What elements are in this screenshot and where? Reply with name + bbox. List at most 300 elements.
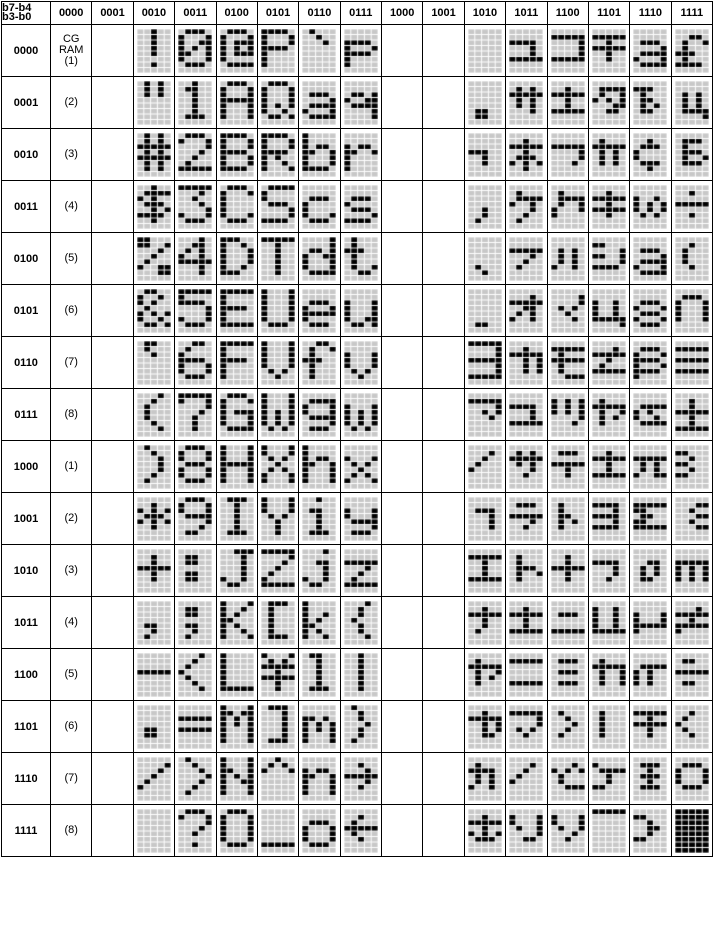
glyph-canvas bbox=[344, 601, 378, 645]
glyph-cell-0010-1011 bbox=[133, 597, 174, 649]
glyph-cell-0011-0111 bbox=[175, 389, 216, 441]
glyph-canvas bbox=[220, 81, 254, 125]
cgram-line-3: (1) bbox=[64, 55, 78, 67]
empty-cell-1001-1001 bbox=[423, 493, 464, 545]
table-row bbox=[2, 285, 713, 337]
glyph-bitmap bbox=[675, 237, 709, 281]
glyph-canvas bbox=[509, 81, 543, 125]
table-row bbox=[2, 753, 713, 805]
col-header-0111: 0111 bbox=[340, 2, 381, 25]
cgram-cell-1111 bbox=[51, 805, 92, 857]
glyph-bitmap bbox=[220, 81, 254, 125]
glyph-cell-1111-1000 bbox=[671, 441, 712, 493]
empty-cell-0001-0011 bbox=[92, 181, 133, 233]
glyph-bitmap bbox=[137, 549, 171, 593]
glyph-cell-0010-0010 bbox=[133, 129, 174, 181]
cgram-label: (7) bbox=[64, 356, 78, 368]
glyph-cell-0100-0011 bbox=[216, 181, 257, 233]
glyph-bitmap bbox=[675, 341, 709, 385]
glyph-bitmap bbox=[261, 705, 295, 749]
axis-legend-lower: b3-b0 bbox=[2, 11, 32, 23]
glyph-cell-0011-0100 bbox=[175, 233, 216, 285]
glyph-cell-1010-0001 bbox=[464, 77, 505, 129]
empty-cell-1000-0011 bbox=[382, 181, 423, 233]
glyph-canvas bbox=[261, 133, 295, 177]
glyph-canvas bbox=[592, 185, 626, 229]
glyph-bitmap bbox=[675, 653, 709, 697]
table-row bbox=[2, 493, 713, 545]
cgram-cell-1010 bbox=[51, 545, 92, 597]
glyph-bitmap bbox=[468, 757, 502, 801]
glyph-bitmap bbox=[344, 29, 378, 73]
glyph-bitmap bbox=[509, 497, 543, 541]
glyph-canvas bbox=[178, 393, 212, 437]
empty-cell-1000-1001 bbox=[382, 493, 423, 545]
cgram-label: (2) bbox=[64, 512, 78, 524]
glyph-canvas bbox=[302, 237, 336, 281]
table-row bbox=[2, 25, 713, 77]
glyph-canvas bbox=[551, 809, 585, 853]
glyph-bitmap bbox=[468, 133, 502, 177]
table-row bbox=[2, 701, 713, 753]
glyph-bitmap bbox=[592, 393, 626, 437]
glyph-cell-0101-1001 bbox=[257, 493, 298, 545]
glyph-canvas bbox=[261, 29, 295, 73]
glyph-cell-1101-1001 bbox=[588, 493, 629, 545]
glyph-bitmap bbox=[551, 757, 585, 801]
glyph-canvas bbox=[220, 341, 254, 385]
glyph-canvas bbox=[509, 393, 543, 437]
glyph-canvas bbox=[675, 497, 709, 541]
glyph-canvas bbox=[592, 757, 626, 801]
glyph-cell-1110-1011 bbox=[630, 597, 671, 649]
glyph-bitmap bbox=[302, 237, 336, 281]
glyph-bitmap bbox=[592, 341, 626, 385]
glyph-canvas bbox=[551, 81, 585, 125]
glyph-bitmap bbox=[633, 601, 667, 645]
glyph-cell-1100-1110 bbox=[547, 753, 588, 805]
cgram-cell-1110 bbox=[51, 753, 92, 805]
glyph-bitmap bbox=[261, 81, 295, 125]
glyph-canvas bbox=[344, 289, 378, 333]
glyph-bitmap bbox=[592, 237, 626, 281]
glyph-bitmap bbox=[137, 445, 171, 489]
glyph-cell-1111-1010 bbox=[671, 545, 712, 597]
glyph-cell-1100-0001 bbox=[547, 77, 588, 129]
glyph-canvas bbox=[633, 237, 667, 281]
glyph-bitmap bbox=[302, 809, 336, 853]
glyph-cell-1010-1110 bbox=[464, 753, 505, 805]
glyph-cell-0010-0100 bbox=[133, 233, 174, 285]
glyph-bitmap bbox=[302, 757, 336, 801]
glyph-cell-1110-0001 bbox=[630, 77, 671, 129]
glyph-bitmap bbox=[344, 757, 378, 801]
glyph-bitmap bbox=[137, 497, 171, 541]
col-header-1010: 1010 bbox=[464, 2, 505, 25]
glyph-canvas bbox=[509, 809, 543, 853]
glyph-bitmap bbox=[633, 185, 667, 229]
glyph-cell-1011-1001 bbox=[506, 493, 547, 545]
glyph-canvas bbox=[178, 809, 212, 853]
glyph-canvas bbox=[675, 549, 709, 593]
empty-cell-1000-1110 bbox=[382, 753, 423, 805]
glyph-bitmap bbox=[261, 445, 295, 489]
glyph-cell-1101-1011 bbox=[588, 597, 629, 649]
glyph-bitmap bbox=[344, 445, 378, 489]
glyph-canvas bbox=[178, 705, 212, 749]
glyph-cell-1010-1001 bbox=[464, 493, 505, 545]
glyph-bitmap bbox=[633, 445, 667, 489]
empty-cell-0001-1111 bbox=[92, 805, 133, 857]
col-header-0011: 0011 bbox=[175, 2, 216, 25]
cgram-label: (5) bbox=[64, 252, 78, 264]
col-header-1000: 1000 bbox=[382, 2, 423, 25]
empty-cell-0001-1100 bbox=[92, 649, 133, 701]
glyph-bitmap bbox=[509, 809, 543, 853]
glyph-bitmap bbox=[592, 29, 626, 73]
row-header-1001: 1001 bbox=[2, 493, 51, 545]
glyph-bitmap bbox=[178, 393, 212, 437]
glyph-canvas bbox=[468, 757, 502, 801]
glyph-cell-0110-1011 bbox=[299, 597, 340, 649]
glyph-cell-0100-1101 bbox=[216, 701, 257, 753]
glyph-canvas bbox=[551, 133, 585, 177]
glyph-cell-1010-0111 bbox=[464, 389, 505, 441]
glyph-cell-0011-0010 bbox=[175, 129, 216, 181]
glyph-bitmap bbox=[675, 445, 709, 489]
empty-cell-0001-1101 bbox=[92, 701, 133, 753]
glyph-bitmap bbox=[675, 133, 709, 177]
table-header-row bbox=[2, 2, 713, 25]
glyph-cell-0111-1100 bbox=[340, 649, 381, 701]
glyph-cell-1011-0110 bbox=[506, 337, 547, 389]
glyph-canvas bbox=[675, 601, 709, 645]
glyph-bitmap bbox=[633, 133, 667, 177]
cgram-cell-0000 bbox=[51, 25, 92, 77]
glyph-cell-0101-1111 bbox=[257, 805, 298, 857]
glyph-bitmap bbox=[302, 445, 336, 489]
glyph-canvas bbox=[509, 601, 543, 645]
glyph-canvas bbox=[633, 81, 667, 125]
glyph-canvas bbox=[344, 705, 378, 749]
glyph-cell-1101-1110 bbox=[588, 753, 629, 805]
glyph-canvas bbox=[302, 705, 336, 749]
glyph-bitmap bbox=[509, 601, 543, 645]
glyph-canvas bbox=[675, 653, 709, 697]
glyph-bitmap bbox=[302, 393, 336, 437]
cgram-cell-1100 bbox=[51, 649, 92, 701]
glyph-cell-1111-0001 bbox=[671, 77, 712, 129]
glyph-cell-1010-0010 bbox=[464, 129, 505, 181]
table-row bbox=[2, 389, 713, 441]
empty-cell-1001-1100 bbox=[423, 649, 464, 701]
glyph-cell-1100-0101 bbox=[547, 285, 588, 337]
glyph-canvas bbox=[468, 809, 502, 853]
glyph-canvas bbox=[633, 757, 667, 801]
glyph-canvas bbox=[344, 653, 378, 697]
glyph-bitmap bbox=[220, 705, 254, 749]
glyph-canvas bbox=[137, 341, 171, 385]
glyph-cell-0011-0001 bbox=[175, 77, 216, 129]
glyph-bitmap bbox=[220, 653, 254, 697]
empty-cell-0001-0001 bbox=[92, 77, 133, 129]
empty-cell-0001-1010 bbox=[92, 545, 133, 597]
glyph-cell-0111-0000 bbox=[340, 25, 381, 77]
empty-cell-0001-0100 bbox=[92, 233, 133, 285]
glyph-cell-1111-1110 bbox=[671, 753, 712, 805]
glyph-canvas bbox=[178, 185, 212, 229]
glyph-bitmap bbox=[468, 393, 502, 437]
glyph-cell-0110-0100 bbox=[299, 233, 340, 285]
glyph-cell-0100-0001 bbox=[216, 77, 257, 129]
glyph-cell-0110-1100 bbox=[299, 649, 340, 701]
glyph-cell-0010-0111 bbox=[133, 389, 174, 441]
empty-cell-0001-1000 bbox=[92, 441, 133, 493]
table-row bbox=[2, 545, 713, 597]
glyph-bitmap bbox=[344, 393, 378, 437]
empty-cell-1001-0000 bbox=[423, 25, 464, 77]
glyph-cell-1110-0100 bbox=[630, 233, 671, 285]
glyph-bitmap bbox=[344, 133, 378, 177]
glyph-cell-0101-0010 bbox=[257, 129, 298, 181]
glyph-canvas bbox=[551, 185, 585, 229]
glyph-bitmap bbox=[137, 705, 171, 749]
empty-cell-1001-1110 bbox=[423, 753, 464, 805]
glyph-canvas bbox=[302, 289, 336, 333]
col-header-0101: 0101 bbox=[257, 2, 298, 25]
empty-cell-1001-1000 bbox=[423, 441, 464, 493]
glyph-bitmap bbox=[137, 289, 171, 333]
glyph-bitmap bbox=[178, 133, 212, 177]
glyph-cell-1110-0101 bbox=[630, 285, 671, 337]
glyph-cell-1110-1111 bbox=[630, 805, 671, 857]
glyph-cell-0011-0011 bbox=[175, 181, 216, 233]
glyph-bitmap bbox=[302, 705, 336, 749]
glyph-bitmap bbox=[675, 705, 709, 749]
glyph-bitmap bbox=[509, 341, 543, 385]
glyph-cell-0010-1101 bbox=[133, 701, 174, 753]
glyph-canvas bbox=[137, 705, 171, 749]
glyph-bitmap bbox=[178, 29, 212, 73]
glyph-cell-1010-1000 bbox=[464, 441, 505, 493]
glyph-bitmap bbox=[592, 653, 626, 697]
glyph-canvas bbox=[220, 133, 254, 177]
glyph-bitmap bbox=[344, 809, 378, 853]
glyph-cell-0110-1000 bbox=[299, 441, 340, 493]
glyph-bitmap bbox=[592, 497, 626, 541]
glyph-canvas bbox=[551, 393, 585, 437]
glyph-cell-0101-0001 bbox=[257, 77, 298, 129]
glyph-canvas bbox=[468, 549, 502, 593]
glyph-canvas bbox=[633, 653, 667, 697]
glyph-cell-0110-0011 bbox=[299, 181, 340, 233]
glyph-bitmap bbox=[592, 757, 626, 801]
glyph-cell-0100-1001 bbox=[216, 493, 257, 545]
glyph-canvas bbox=[551, 549, 585, 593]
glyph-cell-0011-0000 bbox=[175, 25, 216, 77]
glyph-cell-1010-0100 bbox=[464, 233, 505, 285]
glyph-canvas bbox=[220, 549, 254, 593]
glyph-canvas bbox=[592, 393, 626, 437]
glyph-cell-1101-1000 bbox=[588, 441, 629, 493]
glyph-cell-1100-0100 bbox=[547, 233, 588, 285]
col-header-1001: 1001 bbox=[423, 2, 464, 25]
glyph-cell-0101-1011 bbox=[257, 597, 298, 649]
glyph-bitmap bbox=[551, 237, 585, 281]
character-table bbox=[1, 1, 713, 857]
glyph-cell-1010-0110 bbox=[464, 337, 505, 389]
glyph-cell-1111-1101 bbox=[671, 701, 712, 753]
glyph-bitmap bbox=[178, 445, 212, 489]
empty-cell-1001-0111 bbox=[423, 389, 464, 441]
glyph-cell-0111-0111 bbox=[340, 389, 381, 441]
glyph-bitmap bbox=[509, 705, 543, 749]
glyph-bitmap bbox=[344, 601, 378, 645]
glyph-cell-1110-0011 bbox=[630, 181, 671, 233]
glyph-canvas bbox=[633, 445, 667, 489]
glyph-canvas bbox=[675, 29, 709, 73]
glyph-cell-1100-0000 bbox=[547, 25, 588, 77]
glyph-bitmap bbox=[220, 185, 254, 229]
glyph-bitmap bbox=[509, 653, 543, 697]
row-header-1011: 1011 bbox=[2, 597, 51, 649]
glyph-canvas bbox=[261, 757, 295, 801]
glyph-canvas bbox=[633, 497, 667, 541]
row-header-1101: 1101 bbox=[2, 701, 51, 753]
glyph-bitmap bbox=[633, 549, 667, 593]
glyph-cell-1110-1001 bbox=[630, 493, 671, 545]
glyph-canvas bbox=[468, 653, 502, 697]
cgram-cell-0100 bbox=[51, 233, 92, 285]
glyph-cell-1011-1111 bbox=[506, 805, 547, 857]
empty-cell-1001-1011 bbox=[423, 597, 464, 649]
glyph-canvas bbox=[302, 81, 336, 125]
glyph-cell-1111-1100 bbox=[671, 649, 712, 701]
glyph-bitmap bbox=[344, 705, 378, 749]
glyph-bitmap bbox=[261, 757, 295, 801]
glyph-cell-0010-1111 bbox=[133, 805, 174, 857]
glyph-cell-0011-1011 bbox=[175, 597, 216, 649]
col-header-1110: 1110 bbox=[630, 2, 671, 25]
glyph-canvas bbox=[592, 81, 626, 125]
glyph-bitmap bbox=[344, 81, 378, 125]
glyph-bitmap bbox=[633, 497, 667, 541]
col-header-0000: 0000 bbox=[51, 2, 92, 25]
glyph-cell-0101-0000 bbox=[257, 25, 298, 77]
glyph-cell-0010-0110 bbox=[133, 337, 174, 389]
glyph-canvas bbox=[592, 497, 626, 541]
glyph-cell-0011-0101 bbox=[175, 285, 216, 337]
glyph-cell-1110-0110 bbox=[630, 337, 671, 389]
glyph-canvas bbox=[344, 445, 378, 489]
glyph-cell-0101-1101 bbox=[257, 701, 298, 753]
glyph-canvas bbox=[137, 549, 171, 593]
glyph-bitmap bbox=[468, 549, 502, 593]
glyph-canvas bbox=[468, 29, 502, 73]
cgram-cell-0110 bbox=[51, 337, 92, 389]
glyph-canvas bbox=[302, 445, 336, 489]
glyph-canvas bbox=[633, 29, 667, 73]
glyph-bitmap bbox=[551, 81, 585, 125]
glyph-canvas bbox=[633, 601, 667, 645]
glyph-canvas bbox=[178, 757, 212, 801]
glyph-canvas bbox=[261, 341, 295, 385]
glyph-bitmap bbox=[633, 809, 667, 853]
glyph-bitmap bbox=[551, 549, 585, 593]
glyph-canvas bbox=[551, 705, 585, 749]
glyph-bitmap bbox=[220, 133, 254, 177]
glyph-cell-0011-1100 bbox=[175, 649, 216, 701]
glyph-cell-1111-0011 bbox=[671, 181, 712, 233]
glyph-canvas bbox=[137, 133, 171, 177]
glyph-canvas bbox=[468, 497, 502, 541]
glyph-bitmap bbox=[178, 549, 212, 593]
glyph-bitmap bbox=[509, 237, 543, 281]
glyph-canvas bbox=[468, 133, 502, 177]
glyph-bitmap bbox=[261, 549, 295, 593]
empty-cell-1000-1011 bbox=[382, 597, 423, 649]
glyph-canvas bbox=[178, 237, 212, 281]
glyph-bitmap bbox=[220, 237, 254, 281]
glyph-cell-0110-0000 bbox=[299, 25, 340, 77]
row-header-1111: 1111 bbox=[2, 805, 51, 857]
glyph-bitmap bbox=[509, 549, 543, 593]
glyph-cell-1110-1110 bbox=[630, 753, 671, 805]
glyph-canvas bbox=[178, 341, 212, 385]
glyph-cell-1110-0111 bbox=[630, 389, 671, 441]
cgram-cell-1001 bbox=[51, 493, 92, 545]
glyph-cell-0110-1010 bbox=[299, 545, 340, 597]
glyph-bitmap bbox=[633, 341, 667, 385]
empty-cell-1000-0100 bbox=[382, 233, 423, 285]
glyph-bitmap bbox=[675, 809, 709, 853]
glyph-cell-0100-1110 bbox=[216, 753, 257, 805]
glyph-bitmap bbox=[675, 497, 709, 541]
empty-cell-1000-0001 bbox=[382, 77, 423, 129]
glyph-bitmap bbox=[551, 601, 585, 645]
glyph-cell-1100-0110 bbox=[547, 337, 588, 389]
glyph-cell-0111-1111 bbox=[340, 805, 381, 857]
empty-cell-0001-1011 bbox=[92, 597, 133, 649]
cgram-label: (1) bbox=[64, 460, 78, 472]
glyph-canvas bbox=[633, 809, 667, 853]
cgram-cell-1000 bbox=[51, 441, 92, 493]
glyph-bitmap bbox=[592, 549, 626, 593]
glyph-bitmap bbox=[344, 549, 378, 593]
glyph-bitmap bbox=[302, 653, 336, 697]
glyph-bitmap bbox=[302, 29, 336, 73]
glyph-cell-0100-0110 bbox=[216, 337, 257, 389]
glyph-cell-1011-0011 bbox=[506, 181, 547, 233]
glyph-bitmap bbox=[302, 341, 336, 385]
row-header-0000: 0000 bbox=[2, 25, 51, 77]
glyph-canvas bbox=[551, 445, 585, 489]
glyph-canvas bbox=[551, 237, 585, 281]
glyph-cell-1011-1011 bbox=[506, 597, 547, 649]
glyph-canvas bbox=[468, 185, 502, 229]
table-row bbox=[2, 337, 713, 389]
glyph-canvas bbox=[302, 185, 336, 229]
glyph-cell-1111-1011 bbox=[671, 597, 712, 649]
glyph-canvas bbox=[178, 289, 212, 333]
glyph-bitmap bbox=[261, 29, 295, 73]
glyph-canvas bbox=[137, 809, 171, 853]
glyph-canvas bbox=[261, 445, 295, 489]
glyph-cell-0100-1011 bbox=[216, 597, 257, 649]
glyph-bitmap bbox=[261, 653, 295, 697]
glyph-bitmap bbox=[468, 289, 502, 333]
glyph-cell-1101-0111 bbox=[588, 389, 629, 441]
